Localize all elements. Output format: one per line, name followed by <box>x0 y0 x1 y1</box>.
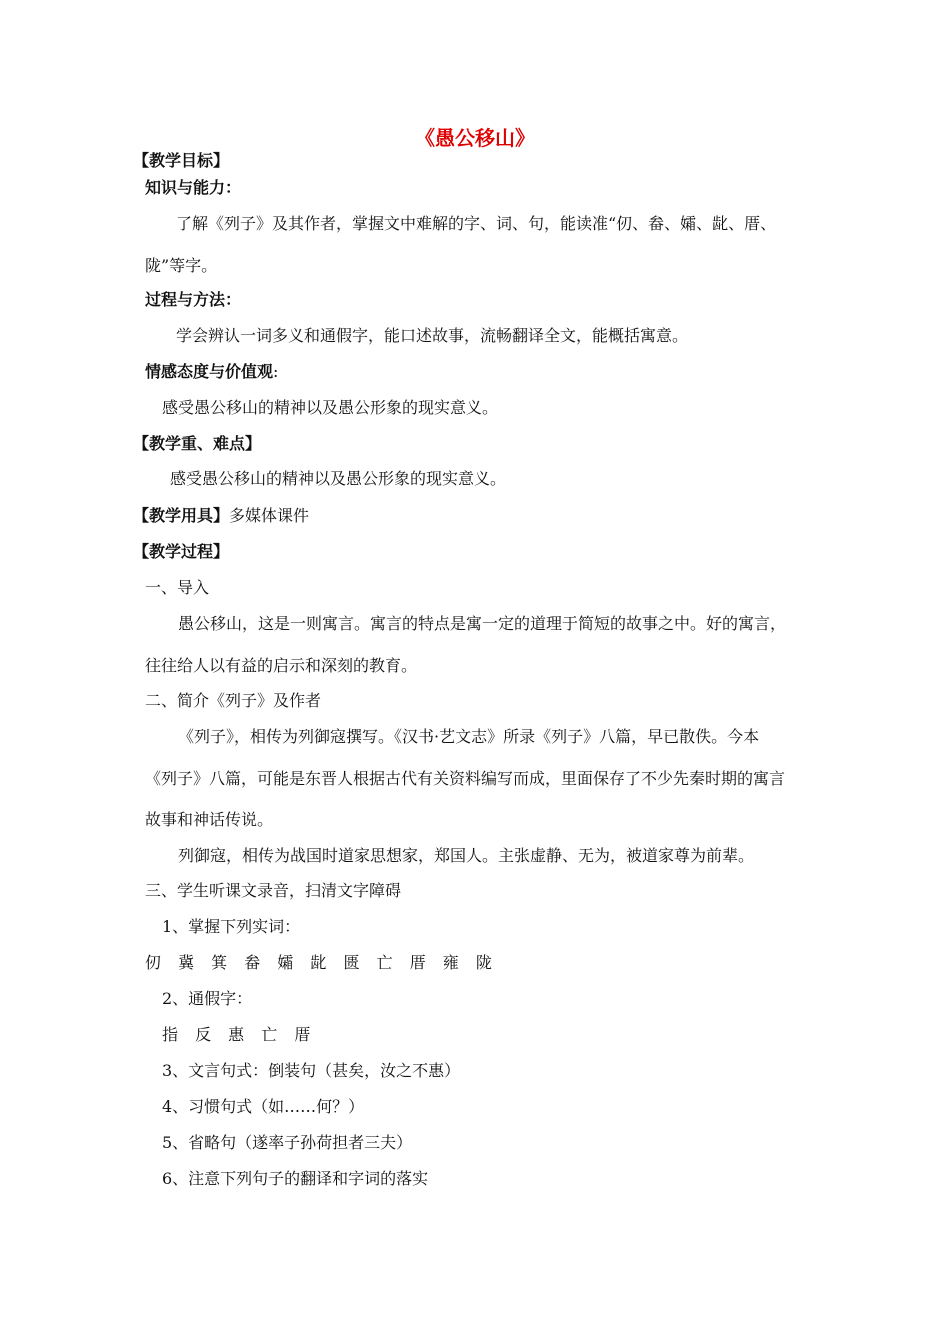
section-3-item-6: 6、注意下列句子的翻译和字词的落实 <box>162 1169 429 1188</box>
tools-heading: 【教学用具】 <box>133 506 230 525</box>
section-3-item-3: 3、文言句式：倒装句（甚矣，汝之不惠） <box>162 1061 461 1080</box>
key-points-text: 感受愚公移山的精神以及愚公形象的现实意义。 <box>170 469 507 488</box>
emotion-heading-line <box>145 362 278 382</box>
section-1-heading: 一、导入 <box>145 578 210 597</box>
section-3-item-4: 4、习惯句式（如……何？） <box>162 1097 365 1116</box>
key-points-heading: 【教学重、难点】 <box>133 434 262 453</box>
process-method-text: 学会辨认一词多义和通假字，能口述故事，流畅翻译全文，能概括寓意。 <box>176 326 689 345</box>
section-2-text-line-3: 故事和神话传说。 <box>145 810 274 829</box>
knowledge-heading: 知识与能力： <box>145 178 242 197</box>
section-3-item-1: 1、掌握下列实词： <box>162 917 301 936</box>
section-1-text-line-1: 愚公移山，这是一则寓言。寓言的特点是寓一定的道理于简短的故事之中。好的寓言， <box>178 614 787 633</box>
process-method-heading: 过程与方法： <box>145 290 242 309</box>
document-title: 《愚公移山》 <box>415 126 535 150</box>
section-3-item-1-words: 仞 冀 箕 畚 孀 龀 匮 亡 厝 雍 陇 <box>145 953 498 972</box>
knowledge-text-line-1: 了解《列子》及其作者，掌握文中难解的字、词、句，能读准“仞、畚、孀、龀、厝、 <box>176 214 777 233</box>
section-2-heading: 二、简介《列子》及作者 <box>145 691 322 710</box>
section-3-item-2-words: 指 反 惠 亡 厝 <box>162 1025 317 1044</box>
teaching-process-heading: 【教学过程】 <box>133 542 230 561</box>
section-3-item-5: 5、省略句（遂率子孙荷担者三夫） <box>162 1133 413 1152</box>
emotion-colon: : <box>273 362 279 381</box>
tools-line <box>133 506 309 526</box>
knowledge-text-line-2: 陇”等字。 <box>145 256 218 275</box>
emotion-heading: 情感态度与价值观 <box>145 362 274 381</box>
section-1-text-line-2: 往往给人以有益的启示和深刻的教育。 <box>145 656 418 675</box>
section-3-heading: 三、学生听课文录音，扫清文字障碍 <box>145 881 402 900</box>
goals-heading: 【教学目标】 <box>133 151 230 170</box>
section-3-item-2: 2、通假字： <box>162 989 253 1008</box>
section-2-text-line-1: 《列子》，相传为列御寇撰写。《汉书·艺文志》所录《列子》八篇，早已散佚。今本 <box>178 727 760 746</box>
tools-text: 多媒体课件 <box>229 506 310 525</box>
emotion-text: 感受愚公移山的精神以及愚公形象的现实意义。 <box>162 398 499 417</box>
section-2-text-line-2: 《列子》八篇，可能是东晋人根据古代有关资料编写而成，里面保存了不少先秦时期的寓言 <box>145 769 786 788</box>
section-2-text-line-4: 列御寇，相传为战国时道家思想家，郑国人。主张虚静、无为，被道家尊为前辈。 <box>178 846 755 865</box>
